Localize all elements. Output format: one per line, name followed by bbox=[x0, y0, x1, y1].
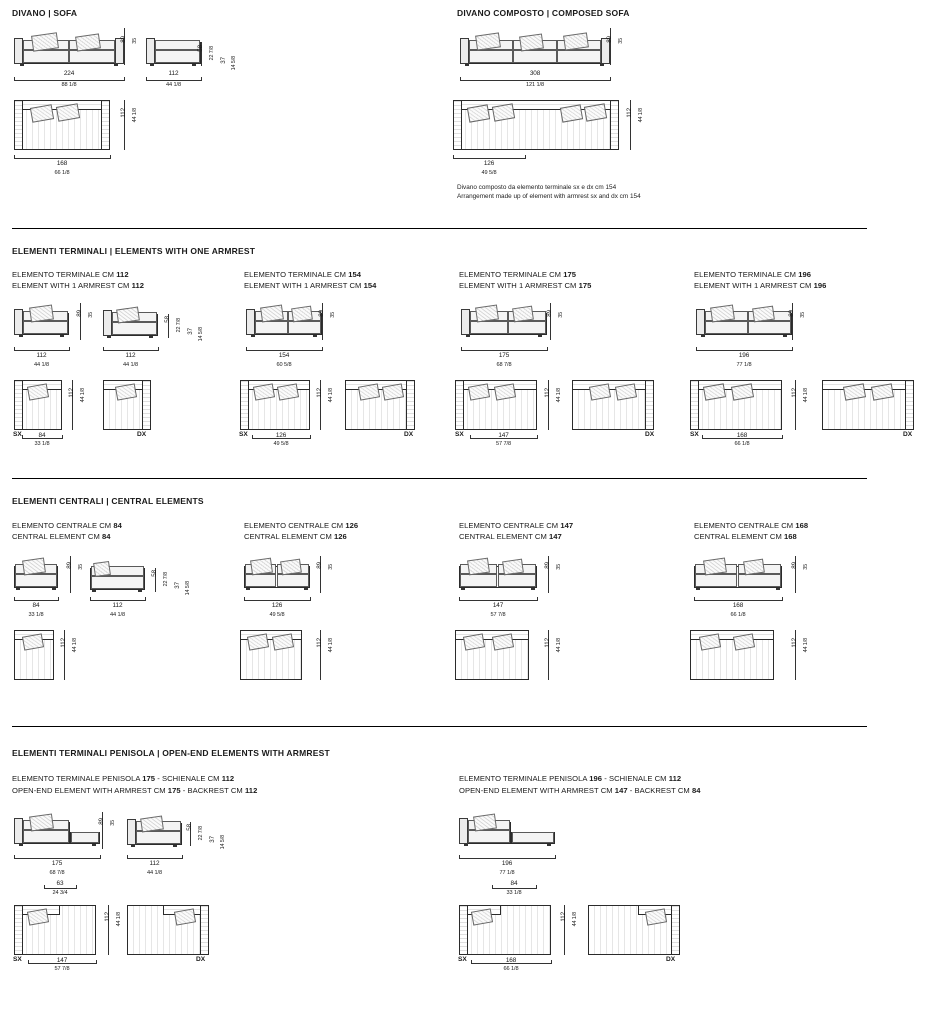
figure-term154-plan-sx bbox=[240, 380, 310, 430]
dim-cent84-side-in: 44 1/8 bbox=[110, 612, 125, 618]
dim-pen175-mid-cm: 63 bbox=[56, 880, 64, 887]
label-mid: - SCHIENALE CM bbox=[155, 774, 222, 783]
dim-pen175-front-cm: 175 bbox=[51, 860, 63, 867]
label-number: 147 bbox=[548, 532, 562, 541]
dim-sofa-h35: 35 bbox=[132, 38, 138, 44]
figure-term112-front bbox=[14, 303, 69, 343]
dim-pen196-mid-cm: 84 bbox=[510, 880, 518, 887]
dim-pen175-plan-in: 57 7/8 bbox=[54, 966, 70, 972]
label-text: ELEMENTO TERMINALE CM bbox=[12, 270, 117, 279]
label-text: ELEMENTO TERMINALE PENISOLA bbox=[12, 774, 143, 783]
dim-term112-h35: 35 bbox=[88, 312, 94, 318]
label-text: ELEMENTO CENTRALE CM bbox=[694, 521, 796, 530]
label-number: 154 bbox=[348, 270, 362, 279]
dim-cent84-h89: 89 bbox=[66, 562, 73, 569]
figure-cent168-plan bbox=[690, 630, 774, 680]
section-title-elementi-centrali: ELEMENTI CENTRALI | CENTRAL ELEMENTS bbox=[12, 496, 204, 506]
figure-cent168-front bbox=[694, 556, 782, 594]
label-sx-175: SX bbox=[455, 431, 464, 438]
dim-cent147-plan-h112: 112 bbox=[544, 638, 551, 648]
dim-cent147-h35: 35 bbox=[556, 564, 562, 570]
label-number: 175 bbox=[578, 281, 592, 290]
figure-cent126-plan bbox=[240, 630, 302, 680]
label-number: 84 bbox=[113, 521, 122, 530]
label-text: ELEMENT WITH 1 ARMREST CM bbox=[12, 281, 132, 290]
figure-term112-plan-dx bbox=[103, 380, 151, 430]
dim-term112-side-cm: 112 bbox=[125, 352, 136, 359]
dim-cent84-front-in: 33 1/8 bbox=[28, 612, 44, 618]
dim-sofa-224-cm: 224 bbox=[63, 70, 75, 77]
label-sx-p175: SX bbox=[13, 956, 22, 963]
product-label-it-c126 bbox=[244, 521, 358, 531]
figure-term154-front bbox=[246, 303, 322, 343]
dim-pen175-h14: 14 5/8 bbox=[220, 835, 226, 850]
dim-term175-plan-cm: 147 bbox=[498, 432, 509, 439]
product-label-it-p196 bbox=[459, 774, 681, 784]
product-label-en-112 bbox=[12, 281, 144, 291]
label-number: 147 bbox=[560, 521, 574, 530]
section-title-elementi-terminali: ELEMENTI TERMINALI | ELEMENTS WITH ONE ARMREST bbox=[12, 246, 256, 256]
dim-composed-308-cm: 308 bbox=[529, 70, 541, 77]
label-dx-p196: DX bbox=[666, 956, 676, 963]
dim-term112-plan-h112: 112 bbox=[68, 388, 75, 398]
figure-term175-plan-dx bbox=[572, 380, 654, 430]
dim-composed-h89: 89 bbox=[606, 36, 613, 43]
figure-cent84-front bbox=[14, 556, 58, 594]
figure-term196-plan-sx bbox=[690, 380, 782, 430]
dim-term112-front-cm: 112 bbox=[36, 352, 47, 359]
dim-pen175-h89: 89 bbox=[98, 818, 105, 825]
dim-cent84-h37: 37 bbox=[174, 582, 181, 589]
dim-composed-308-in: 121 1/8 bbox=[526, 82, 544, 88]
product-label-it-154 bbox=[244, 270, 361, 280]
dim-pen175-plan-h112: 112 bbox=[104, 912, 111, 922]
label-text: CENTRAL ELEMENT CM bbox=[12, 532, 102, 541]
dim-cent126-plan-h44: 44 1/8 bbox=[328, 638, 334, 653]
dim-term196-plan-in: 66 1/8 bbox=[734, 441, 750, 447]
figure-pen175-plan-dx bbox=[127, 905, 209, 955]
dim-sofa-h89: 89 bbox=[120, 36, 127, 43]
dim-term154-plan-in: 49 5/8 bbox=[273, 441, 289, 447]
dim-term154-plan-h112: 112 bbox=[316, 388, 323, 398]
dim-cent168-plan-h44: 44 1/8 bbox=[803, 638, 809, 653]
figure-composed-plan bbox=[453, 100, 619, 150]
product-label-it-c84 bbox=[12, 521, 122, 531]
figure-sofa-224-front bbox=[14, 28, 124, 73]
dim-term196-h89: 89 bbox=[788, 310, 795, 317]
dim-cent168-h89: 89 bbox=[791, 562, 798, 569]
dim-cent147-front-in: 57 7/8 bbox=[490, 612, 506, 618]
dim-term175-plan-h44: 44 1/8 bbox=[556, 388, 562, 403]
label-number: 196 bbox=[813, 281, 827, 290]
label-text: ELEMENTO TERMINALE PENISOLA bbox=[459, 774, 590, 783]
dim-pen175-h58: 58 bbox=[186, 824, 193, 831]
label-mid: - SCHIENALE CM bbox=[602, 774, 669, 783]
figure-term154-plan-dx bbox=[345, 380, 415, 430]
dim-cent126-front-cm: 126 bbox=[271, 602, 283, 609]
dim-pen175-plan-h44: 44 1/8 bbox=[116, 912, 122, 927]
dim-pen175-h35: 35 bbox=[110, 820, 116, 826]
dim-cent168-plan-h112: 112 bbox=[791, 638, 798, 648]
label-number-2: 112 bbox=[221, 774, 235, 783]
label-number-2: 112 bbox=[244, 786, 258, 795]
figure-term112-side bbox=[103, 308, 158, 344]
dim-side-h37: 37 bbox=[220, 57, 227, 64]
figure-term112-plan-sx bbox=[14, 380, 62, 430]
label-dx-p175: DX bbox=[196, 956, 206, 963]
dim-pen175-mid-in: 24 3/4 bbox=[52, 890, 68, 896]
dim-term154-front-cm: 154 bbox=[278, 352, 290, 359]
label-number-1: 175 bbox=[167, 786, 181, 795]
dim-term112-h58: 58 bbox=[164, 316, 171, 323]
dim-term175-plan-h112: 112 bbox=[544, 388, 551, 398]
section-title-elementi-penisola: ELEMENTI TERMINALI PENISOLA | OPEN-END ELEMENTS WITH ARMREST bbox=[12, 748, 330, 758]
dim-cent147-front-cm: 147 bbox=[492, 602, 504, 609]
dim-side-h14: 14 5/8 bbox=[231, 56, 237, 71]
dim-cent84-h35: 35 bbox=[78, 564, 84, 570]
dim-pen175-side-in: 44 1/8 bbox=[147, 870, 162, 876]
label-number: 126 bbox=[333, 532, 347, 541]
product-label-en-154 bbox=[244, 281, 376, 291]
product-label-en-c147 bbox=[459, 532, 562, 542]
dim-pen196-mid-in: 33 1/8 bbox=[506, 890, 522, 896]
dim-term112-plan-cm: 84 bbox=[38, 432, 46, 439]
dim-term196-front-in: 77 1/8 bbox=[736, 362, 752, 368]
dim-term112-h37: 37 bbox=[187, 328, 194, 335]
dim-composed-plan-h112: 112 bbox=[626, 108, 633, 118]
dim-term196-plan-h44: 44 1/8 bbox=[803, 388, 809, 403]
product-label-en-c168 bbox=[694, 532, 797, 542]
divider-2 bbox=[12, 478, 867, 479]
label-text: ELEMENT WITH 1 ARMREST CM bbox=[459, 281, 579, 290]
dim-term154-plan-h44: 44 1/8 bbox=[328, 388, 334, 403]
label-dx-196: DX bbox=[903, 431, 913, 438]
dim-composed-plan-cm: 126 bbox=[483, 160, 495, 167]
label-number-1: 175 bbox=[142, 774, 156, 783]
product-label-en-p196 bbox=[459, 786, 701, 796]
label-text: ELEMENT WITH 1 ARMREST CM bbox=[694, 281, 814, 290]
dim-cent84-plan-h44: 44 1/8 bbox=[72, 638, 78, 653]
dim-side-h22: 22 7/8 bbox=[209, 46, 215, 61]
note-composed-it: Divano composto da elemento terminale sx e dx cm 154 bbox=[457, 184, 617, 191]
dim-sofa-224-in: 88 1/8 bbox=[61, 82, 77, 88]
label-number: 84 bbox=[101, 532, 111, 541]
label-sx-196: SX bbox=[690, 431, 699, 438]
dim-cent147-plan-h44: 44 1/8 bbox=[556, 638, 562, 653]
label-sx-154: SX bbox=[239, 431, 248, 438]
dim-term175-front-in: 68 7/8 bbox=[496, 362, 512, 368]
dim-term112-plan-h44: 44 1/8 bbox=[80, 388, 86, 403]
dim-term196-h35: 35 bbox=[800, 312, 806, 318]
label-number-2: 84 bbox=[691, 786, 701, 795]
label-number: 196 bbox=[798, 270, 812, 279]
product-label-it-c168 bbox=[694, 521, 808, 531]
dim-cent84-h58: 58 bbox=[151, 570, 158, 577]
label-sx-112: SX bbox=[13, 431, 22, 438]
label-number: 168 bbox=[783, 532, 797, 541]
product-label-it-196 bbox=[694, 270, 811, 280]
dim-cent126-plan-h112: 112 bbox=[316, 638, 323, 648]
figure-pen175-plan-sx bbox=[14, 905, 96, 955]
dim-term196-plan-h112: 112 bbox=[791, 388, 798, 398]
dim-cent126-h89: 89 bbox=[316, 562, 323, 569]
dim-cent126-h35: 35 bbox=[328, 564, 334, 570]
figure-composed-308-front bbox=[460, 28, 610, 73]
dim-cent84-h14: 14 5/8 bbox=[185, 581, 191, 596]
dim-pen175-side-cm: 112 bbox=[149, 860, 160, 867]
label-number: 168 bbox=[795, 521, 809, 530]
dim-plan-h44: 44 1/8 bbox=[132, 108, 138, 123]
label-number: 112 bbox=[116, 270, 129, 279]
dim-plan-168-in: 66 1/8 bbox=[54, 170, 70, 176]
dim-cent84-h22: 22 7/8 bbox=[163, 572, 169, 587]
dim-pen196-plan-h44: 44 1/8 bbox=[572, 912, 578, 927]
label-number: 112 bbox=[131, 281, 144, 290]
dim-pen175-h37: 37 bbox=[209, 836, 216, 843]
product-label-it-175 bbox=[459, 270, 576, 280]
dim-term112-h14: 14 5/8 bbox=[198, 327, 204, 342]
dim-term196-front-cm: 196 bbox=[738, 352, 750, 359]
figure-cent84-side bbox=[90, 562, 145, 594]
dim-side-112-cm: 112 bbox=[168, 70, 179, 77]
figure-term196-front bbox=[696, 303, 792, 343]
figure-pen175-front bbox=[14, 812, 100, 852]
dim-pen175-h22: 22 7/8 bbox=[198, 826, 204, 841]
dim-term112-side-in: 44 1/8 bbox=[123, 362, 138, 368]
product-label-en-196 bbox=[694, 281, 826, 291]
figure-pen196-plan-dx bbox=[588, 905, 680, 955]
figure-pen175-side bbox=[127, 817, 182, 853]
dim-term175-front-cm: 175 bbox=[498, 352, 510, 359]
divider-3 bbox=[12, 726, 867, 727]
label-dx-112: DX bbox=[137, 431, 147, 438]
label-number-2: 112 bbox=[668, 774, 682, 783]
label-number-1: 196 bbox=[589, 774, 603, 783]
figure-sofa-168-plan bbox=[14, 100, 110, 150]
dim-term175-plan-in: 57 7/8 bbox=[496, 441, 511, 447]
dim-composed-plan-in: 49 5/8 bbox=[481, 170, 497, 176]
dim-term112-h22: 22 7/8 bbox=[176, 318, 182, 333]
product-label-it-c147 bbox=[459, 521, 573, 531]
product-label-en-175 bbox=[459, 281, 591, 291]
dim-cent126-front-in: 49 5/8 bbox=[269, 612, 285, 618]
dim-cent147-h89: 89 bbox=[544, 562, 551, 569]
label-text: CENTRAL ELEMENT CM bbox=[244, 532, 334, 541]
dim-term175-h89: 89 bbox=[546, 310, 553, 317]
section-title-divano: DIVANO | SOFA bbox=[12, 8, 78, 18]
dim-plan-168-cm: 168 bbox=[56, 160, 68, 167]
dim-pen196-plan-in: 66 1/8 bbox=[503, 966, 519, 972]
dim-term154-h35: 35 bbox=[330, 312, 336, 318]
dim-pen196-front-cm: 196 bbox=[501, 860, 513, 867]
dim-cent84-side-cm: 112 bbox=[112, 602, 123, 609]
dim-cent84-front-cm: 84 bbox=[32, 602, 40, 609]
label-text: ELEMENT WITH 1 ARMREST CM bbox=[244, 281, 364, 290]
figure-pen196-plan-sx bbox=[459, 905, 551, 955]
label-text: CENTRAL ELEMENT CM bbox=[694, 532, 784, 541]
label-dx-175: DX bbox=[645, 431, 655, 438]
dim-pen196-front-in: 77 1/8 bbox=[499, 870, 515, 876]
label-dx-154: DX bbox=[404, 431, 414, 438]
dim-term112-plan-in: 33 1/8 bbox=[34, 441, 50, 447]
figure-cent126-front bbox=[244, 556, 310, 594]
dim-cent168-h35: 35 bbox=[803, 564, 809, 570]
label-text: OPEN-END ELEMENT WITH ARMREST CM bbox=[459, 786, 615, 795]
dim-term196-plan-cm: 168 bbox=[736, 432, 748, 439]
label-number: 126 bbox=[345, 521, 359, 530]
figure-cent147-plan bbox=[455, 630, 529, 680]
figure-pen196-front bbox=[459, 812, 555, 852]
product-label-it-112 bbox=[12, 270, 129, 280]
dim-term154-front-in: 60 5/8 bbox=[276, 362, 292, 368]
label-text: ELEMENTO CENTRALE CM bbox=[12, 521, 114, 530]
label-text: ELEMENTO TERMINALE CM bbox=[694, 270, 799, 279]
label-text: ELEMENTO TERMINALE CM bbox=[244, 270, 349, 279]
divider-1 bbox=[12, 228, 867, 229]
dim-cent168-front-in: 66 1/8 bbox=[730, 612, 746, 618]
dim-pen175-plan-cm: 147 bbox=[56, 957, 68, 964]
label-number-1: 147 bbox=[614, 786, 628, 795]
dim-pen175-front-in: 68 7/8 bbox=[49, 870, 65, 876]
dim-term112-front-in: 44 1/8 bbox=[34, 362, 49, 368]
figure-cent84-plan bbox=[14, 630, 54, 680]
section-title-divano-composto: DIVANO COMPOSTO | COMPOSED SOFA bbox=[457, 8, 630, 18]
dim-term154-plan-cm: 126 bbox=[275, 432, 287, 439]
product-label-en-c84 bbox=[12, 532, 111, 542]
figure-term175-front bbox=[461, 303, 547, 343]
product-label-it-p175 bbox=[12, 774, 234, 784]
dim-term112-h89: 89 bbox=[76, 310, 83, 317]
figure-sofa-112-side bbox=[146, 34, 201, 72]
label-text: ELEMENTO CENTRALE CM bbox=[459, 521, 561, 530]
figure-term196-plan-dx bbox=[822, 380, 914, 430]
dim-side-112-in: 44 1/8 bbox=[166, 82, 181, 88]
dim-cent168-front-cm: 168 bbox=[732, 602, 744, 609]
dim-side-h58: 58 bbox=[197, 45, 204, 52]
label-text: ELEMENTO CENTRALE CM bbox=[244, 521, 346, 530]
figure-cent147-front bbox=[459, 556, 537, 594]
dim-pen196-plan-h112: 112 bbox=[560, 912, 567, 922]
label-sx-p196: SX bbox=[458, 956, 467, 963]
label-number: 154 bbox=[363, 281, 377, 290]
dim-term175-h35: 35 bbox=[558, 312, 564, 318]
label-text: OPEN-END ELEMENT WITH ARMREST CM bbox=[12, 786, 168, 795]
dim-composed-plan-h44: 44 1/8 bbox=[638, 108, 644, 123]
label-text: ELEMENTO TERMINALE CM bbox=[459, 270, 564, 279]
dim-composed-h35: 35 bbox=[618, 38, 624, 44]
label-text: CENTRAL ELEMENT CM bbox=[459, 532, 549, 541]
dim-term154-h89: 89 bbox=[318, 310, 325, 317]
dim-cent84-plan-h112: 112 bbox=[60, 638, 67, 648]
product-label-en-p175 bbox=[12, 786, 257, 796]
dim-plan-h112: 112 bbox=[120, 108, 127, 118]
figure-term175-plan-sx bbox=[455, 380, 537, 430]
note-composed-en: Arrangement made up of element with armrest sx and dx cm 154 bbox=[457, 193, 641, 200]
label-mid: - BACKREST CM bbox=[627, 786, 692, 795]
label-mid: - BACKREST CM bbox=[180, 786, 245, 795]
product-label-en-c126 bbox=[244, 532, 347, 542]
label-number: 175 bbox=[563, 270, 577, 279]
dim-pen196-plan-cm: 168 bbox=[505, 957, 517, 964]
